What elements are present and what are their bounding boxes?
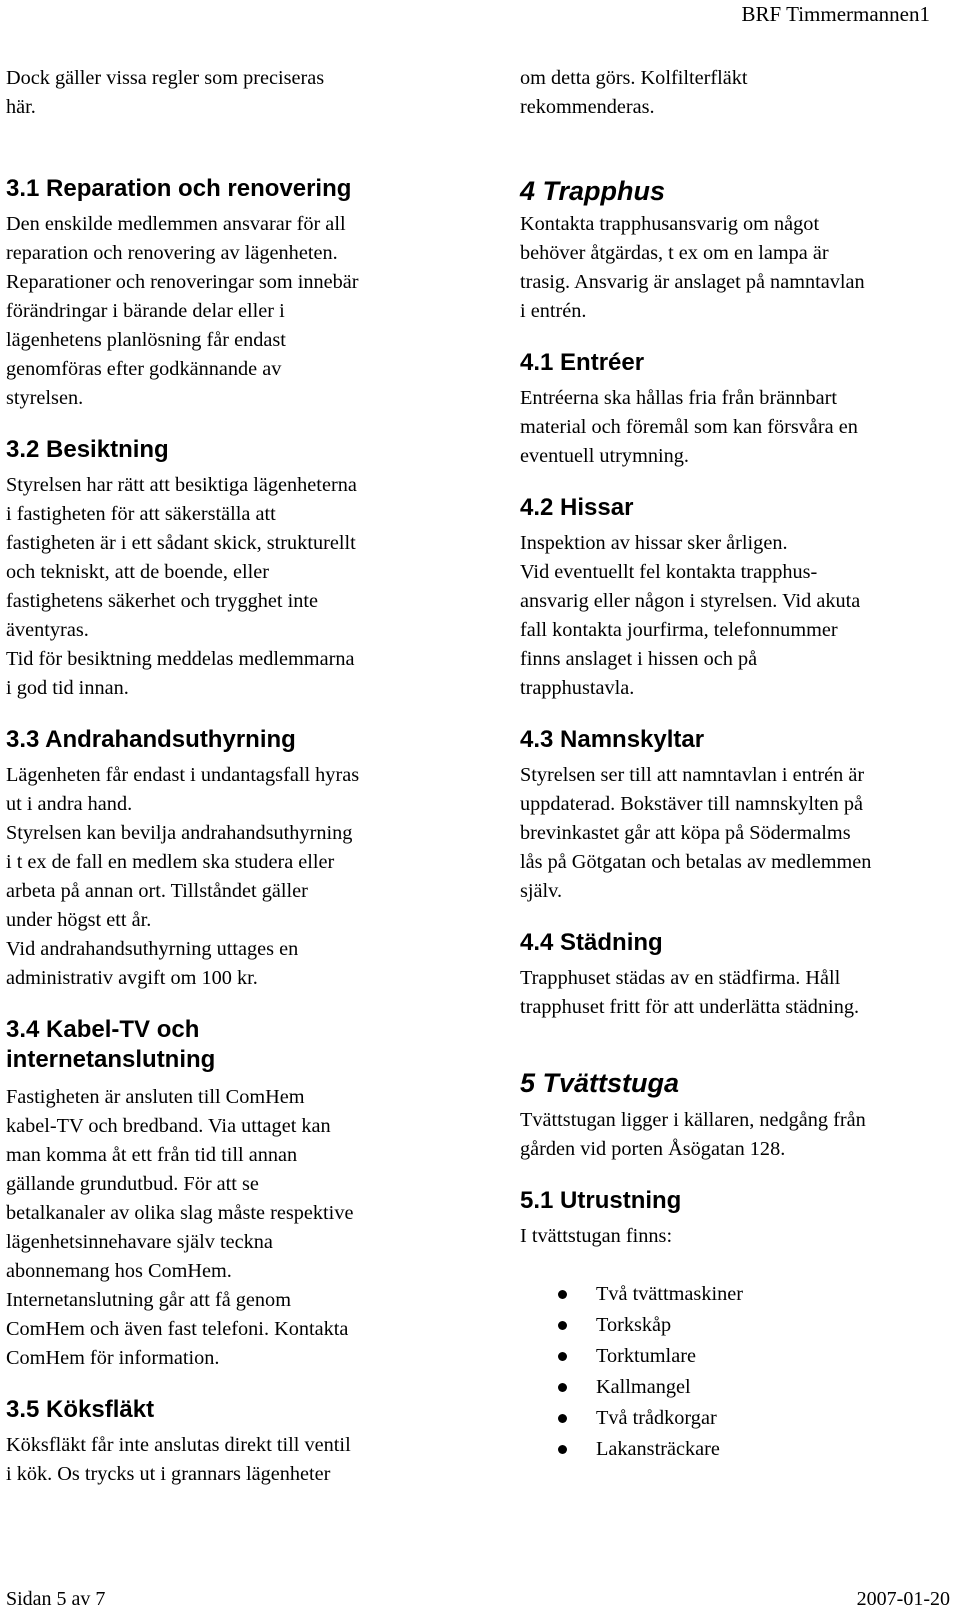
list-item [520, 1434, 950, 1465]
list-item-label: Två trådkorgar [596, 1407, 717, 1429]
section-3-1-body: Den enskilde medlemmen ansvarar för all reparation och renovering av lägenheten. Reparationer och renoveringar som innebär förändringar i bärande delar eller i lägenhetens planlösning får endast genomföras efter godkännande av styrelsen. [6, 213, 359, 409]
bullet-icon [558, 1321, 567, 1330]
section-4-4-heading: 4.4 Städning [520, 929, 663, 956]
section-4-4-body: Trapphuset städas av en städfirma. Håll trapphuset fritt för att underlätta städning. [520, 967, 860, 1018]
section-4-1-body: Entréerna ska hållas fria från brännbart material och föremål som kan försvåra en eventuell utrymning. [520, 387, 858, 467]
bullet-icon [558, 1290, 567, 1299]
list-item-label: Kallmangel [596, 1376, 691, 1398]
right-intro-text: om detta görs. Kolfilterfläkt rekommenderas. [520, 67, 748, 118]
bullet-icon [558, 1445, 567, 1454]
page-number: Sidan 5 av 7 [6, 1588, 106, 1610]
section-4-3-heading: 4.3 Namnskyltar [520, 726, 705, 753]
section-3-5-heading: 3.5 Köksfläkt [6, 1396, 155, 1423]
list-item-label: Lakansträckare [596, 1438, 720, 1460]
bullet-icon [558, 1414, 567, 1423]
section-4-body: Kontakta trapphusansvarig om något behöver åtgärdas, t ex om en lampa är trasig. Ansvarig är anslaget på namntavlan i entrén. [520, 213, 865, 322]
section-3-5-body: Köksfläkt får inte anslutas direkt till ventil i kök. Os trycks ut i grannars lägenheter [6, 1434, 351, 1485]
right-column [520, 64, 950, 1465]
section-4-heading: 4 Trapphus [520, 176, 666, 206]
list-item [520, 1310, 950, 1341]
section-3-2-heading: 3.2 Besiktning [6, 436, 169, 463]
list-item-label: Torkskåp [596, 1314, 672, 1336]
section-4-3-body: Styrelsen ser till att namntavlan i entrén är uppdaterad. Bokstäver till namnskylten på brevinkastet går att köpa på Södermalms lås på Götgatan och betalas av medlemmen själv. [520, 764, 872, 902]
section-5-heading: 5 Tvättstuga [520, 1068, 680, 1098]
left-intro-text: Dock gäller vissa regler som preciseras här. [6, 67, 325, 118]
list-item-label: Två tvättmaskiner [596, 1283, 743, 1305]
section-3-4-body: Fastigheten är ansluten till ComHem kabel-TV och bredband. Via uttaget kan man komma åt ett från tid till annan gällande grundutbud. För att se betalkanaler av olika slag måste respektive lägenhetsinnehavare själv teckna abonnemang hos ComHem. Internetanslutning går att få genom ComHem och även fast telefoni. Kontakta ComHem för information. [6, 1086, 354, 1369]
section-5-1-body: I tvättstugan finns: [520, 1225, 673, 1247]
section-4-1-heading: 4.1 Entréer [520, 349, 645, 376]
list-item [520, 1341, 950, 1372]
section-3-1-heading: 3.1 Reparation och renovering [6, 175, 352, 202]
equipment-list [520, 1279, 950, 1465]
bullet-icon [558, 1352, 567, 1361]
list-item [520, 1372, 950, 1403]
section-5-body: Tvättstugan ligger i källaren, nedgång från gården vid porten Åsögatan 128. [520, 1109, 866, 1160]
list-item-label: Torktumlare [596, 1345, 696, 1367]
left-column [6, 64, 446, 1489]
list-item [520, 1403, 950, 1434]
section-5-1-heading: 5.1 Utrustning [520, 1187, 682, 1214]
document-header: BRF Timmermannen1 [741, 2, 930, 26]
section-4-2-body: Inspektion av hissar sker årligen. Vid eventuellt fel kontakta trapphus- ansvarig eller någon i styrelsen. Vid akuta fall kontakta jourfirma, telefonnummer finns anslaget i hissen och på trapphustavla. [520, 532, 861, 699]
list-item [520, 1279, 950, 1310]
section-3-3-heading: 3.3 Andrahandsuthyrning [6, 726, 296, 753]
section-3-4-heading: 3.4 Kabel-TV och internetanslutning [6, 1016, 216, 1073]
section-3-2-body: Styrelsen har rätt att besiktiga lägenheterna i fastigheten för att säkerställa att fastigheten är i ett sådant skick, strukturellt och tekniskt, att de boende, eller fastighetens säkerhet och trygghet inte äventyras. Tid för besiktning meddelas medlemmarna i god tid innan. [6, 474, 357, 699]
bullet-icon [558, 1383, 567, 1392]
section-4-2-heading: 4.2 Hissar [520, 494, 634, 521]
section-3-3-body: Lägenheten får endast i undantagsfall hyras ut i andra hand. Styrelsen kan bevilja andrahandsuthyrning i t ex de fall en medlem ska studera eller arbeta på annan ort. Tillståndet gäller under högst ett år. Vid andrahandsuthyrning uttages en administrativ avgift om 100 kr. [6, 764, 360, 989]
footer-date: 2007-01-20 [856, 1588, 950, 1610]
